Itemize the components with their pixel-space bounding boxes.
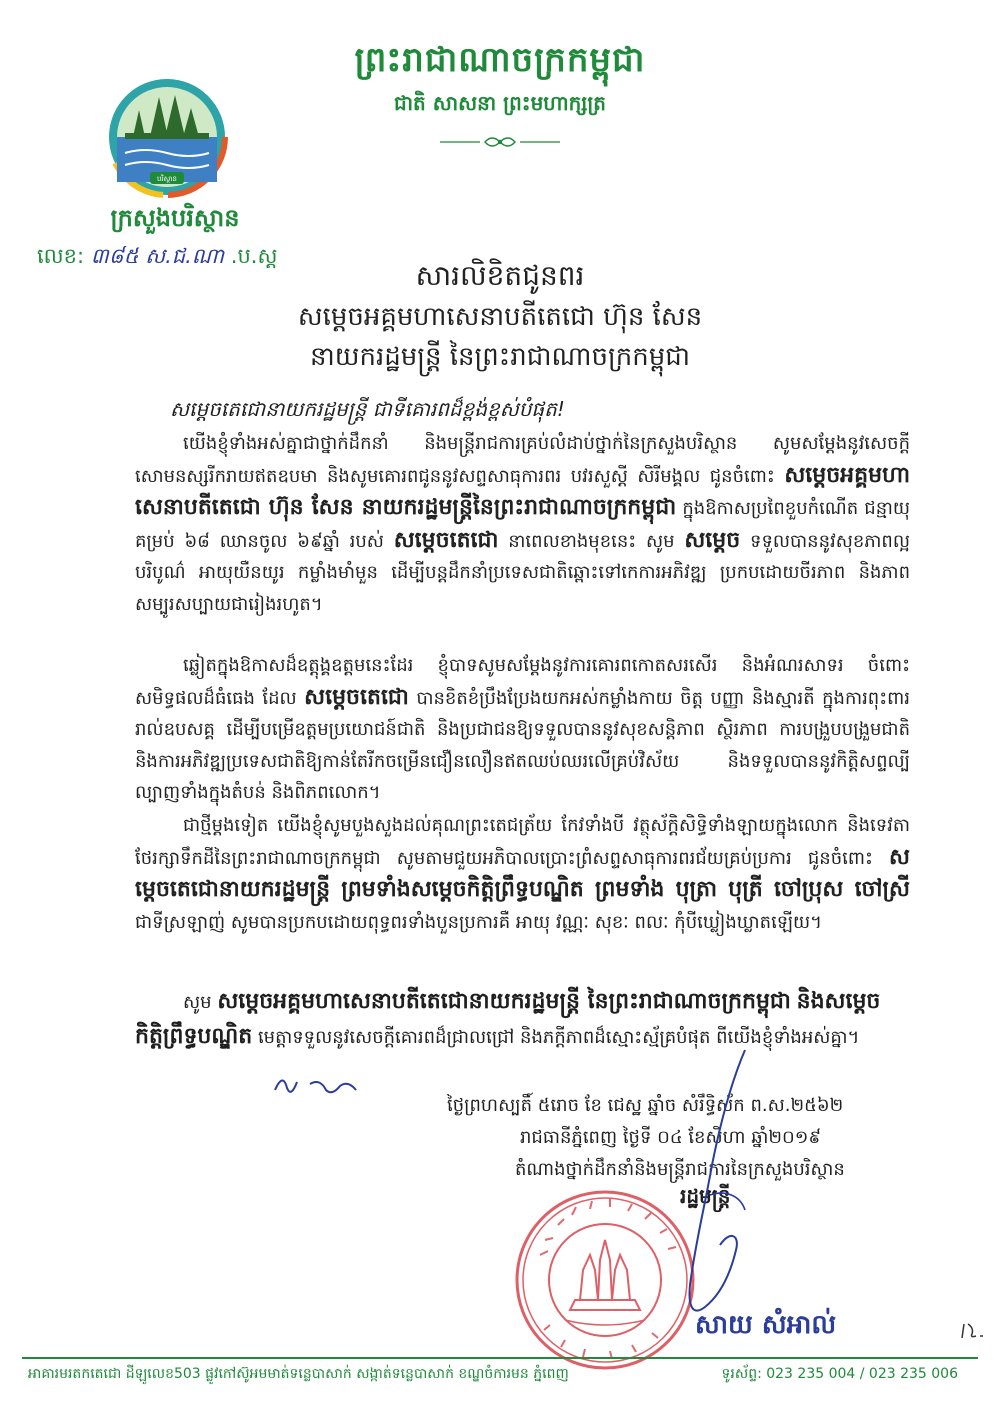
date-line: រាជធានីភ្នំពេញ ថ្ងៃទី ០៤ ខែសីហា ឆ្នាំ២០១៩ (520, 1127, 822, 1148)
on-behalf-line: តំណាងថ្នាក់ដឹកនាំនិងមន្ត្រីរាជការនៃក្រសួងបរិស្ថាន (515, 1159, 845, 1180)
paragraph-3 (135, 810, 910, 938)
national-motto: ជាតិ សាសនា ព្រះមហាក្សត្រ (394, 91, 606, 115)
footer-phone: ទូរស័ព្ទ: 023 235 004 / 023 235 006 (721, 1366, 958, 1382)
p1-bold-tejo: សម្តេចតេជោ (393, 527, 499, 553)
closing-text-a: សូម (183, 992, 212, 1013)
ornament-divider (440, 132, 560, 152)
p2-text-c: បានខិតខំប្រឹងប្រែងយកអស់កម្លាំងកាយ ចិត្ត បញ្ញា និងស្មារតី ក្នុងការពុះពាររាល់ឧបសគ្គ ដើម្បីបម្រើឧត្តមប្រយោជន៍ជាតិ និងប្រជាជនឱ្យទទួលបាននូវសុខសន្តិភាព ស្ថិរភាព ការបង្រួបបង្រួមជាតិ និងការអភិវឌ្ឍប្រទេសជាតិឱ្យកាន់តែរីកចម្រើនជឿនលឿនឥតឈប់ឈរលើគ្រប់វិស័យ និងទទួលបាននូវកិត្តិសព្ទល្បីល្បាញទាំងក្នុងតំបន់ និងពិភពលោក។ (135, 687, 910, 803)
reference-suffix: .ប.ស្ត (230, 244, 278, 268)
salutation: សម្តេចតេជោនាយករដ្ឋមន្ត្រី ជាទីគោរពដ៏ខ្ពង់ខ្ពស់បំផុត! (170, 397, 565, 421)
p1-text-c: ក្នុងឱកាសប្រពៃខួបកំណើត ជន្មាយុគម្រប់ ៦៨ ឈានចូល ៦៩ឆ្នាំ របស់ (135, 498, 911, 552)
letter-addressee: សម្តេចអគ្គមហាសេនាបតីតេជោ ហ៊ុន សែន (297, 302, 703, 332)
ministry-name: ក្រសួងបរិស្ថាន (110, 204, 240, 232)
initials-paraph (270, 1072, 390, 1098)
p1-text-e: នាពេលខាងមុខនេះ សូម (508, 530, 675, 552)
p3-text-a: ជាថ្មីម្តងទៀត យើងខ្ញុំសូមបួងសួងដល់គុណព្រះតេជត្រ័យ កែវទាំងបី វត្ថុស័ក្តិសិទ្ធិទាំងឡាយក្នុងលោក និងទេវតាថែរក្សាទឹកដីនៃព្រះរាជាណាចក្រកម្ពុជា សូមតាមជួយអភិបាលប្រោះព្រំសព្ទសាធុការពរជ័យគ្រប់ប្រការ ជូនចំពោះ (135, 815, 910, 869)
handwritten-signature (650, 1045, 770, 1345)
closing-paragraph (135, 985, 910, 1055)
reference-label: លេខ: (37, 244, 85, 268)
closing-bold-wife: និងសម្តេចកិត្តិព្រឹទ្ធបណ្ឌិត (135, 989, 881, 1049)
letter-addressee-title: នាយករដ្ឋមន្ត្រី នៃព្រះរាជាណាចក្រកម្ពុជា (310, 342, 690, 372)
signatory-name: សាយ សំអាល់ (695, 1310, 837, 1340)
paragraph-1 (135, 428, 910, 620)
p3-bold-family: សម្តេចតេជោនាយករដ្ឋមន្ត្រី ព្រមទាំងសម្តេចកិត្តិព្រឹទ្ធបណ្ឌិត ព្រមទាំង បុត្រា បុត្រី ចៅប្រុស ចៅស្រី (135, 844, 910, 902)
handwritten-mark (958, 1318, 988, 1342)
footer-address: អាគារមរតកតេជោ ដីឡូលេខ503 ផ្លូវកៅស៊ូអមមាត់ទន្លេបាសាក់ សង្កាត់ទន្លេបាសាក់ ខណ្ឌចំការមន ភ្នំពេញ (28, 1366, 569, 1382)
p3-text-c: ជាទីស្រឡាញ់ សូមបានប្រកបដោយពុទ្ធពរទាំងបួនប្រការគឺ អាយុ វណ្ណៈ សុខៈ ពលៈ កុំបីឃ្លៀងឃ្លាតឡើយ។ (135, 911, 823, 933)
closing-text-d: មេត្តាទទួលនូវសេចក្តីគោរពដ៏ជ្រាលជ្រៅ និងភក្តីភាពដ៏ស្មោះស្ម័គ្របំផុត ពីយើងខ្ញុំទាំងអស់គ្នា។ (257, 1027, 860, 1048)
p1-bold-samdech: សម្តេច (684, 527, 741, 553)
footer (28, 1364, 978, 1385)
closing-bold-pm: សម្តេចអគ្គមហាសេនាបតីតេជោនាយករដ្ឋមន្ត្រី នៃព្រះរាជាណាចក្រកម្ពុជា (217, 989, 791, 1014)
kingdom-title: ព្រះរាជាណាចក្រកម្ពុជា (354, 40, 646, 80)
p1-text-g: ទទួលបាននូវសុខភាពល្អបរិបូណ៌ អាយុយឺនយូរ កម្លាំងមាំមួន ដើម្បីបន្តដឹកនាំប្រទេសជាតិឆ្ពោះទៅកេការអភិវឌ្ឍ ប្រកបដោយចីរភាព និងភាពសម្បូរសប្បាយជារៀងរហូត។ (135, 530, 910, 615)
lunar-date: ថ្ងៃព្រហស្បតិ៍ ៥រោច ខែ ជេស្ឋ ឆ្នាំច សំរឹទ្ធិស័ក ព.ស.២៥៦២ (447, 1095, 844, 1116)
minister-title: រដ្ឋមន្ត្រី (680, 1184, 731, 1208)
logo-caption: បរិស្ថាន (157, 175, 177, 183)
p2-bold-tejo: សម្តេចតេជោ (304, 684, 409, 710)
letter-title: សារលិខិតជូនពរ (415, 259, 585, 292)
ministry-logo (105, 75, 230, 200)
reference-value: ៣៨៥ ស.ជ.ណា (90, 244, 225, 268)
p2-text-a: ឆ្លៀតក្នុងឱកាសដ៏ឧត្តុង្គឧត្តមនេះដែរ ខ្ញុំបាទសូមសម្តែងនូវការគោរពកោតសរសើរ និងអំណរសាទរ ចំពោះសមិទ្ធផលដ៏ធំធេង ដែល (135, 655, 910, 709)
p1-bold-name: សម្តេចអគ្គមហាសេនាបតីតេជោ ហ៊ុន សែន នាយករដ្ឋមន្ត្រីនៃព្រះរាជាណាចក្រកម្ពុជា (135, 462, 910, 520)
p1-text-a: យើងខ្ញុំទាំងអស់គ្នាជាថ្នាក់ដឹកនាំ និងមន្ត្រីរាជការគ្រប់លំដាប់ថ្នាក់នៃក្រសួងបរិស្ថាន សូមសម្តែងនូវសេចក្តីសោមនស្សរីករាយឥតឧបមា និងសូមគោរពជូននូវសព្ទសាធុការពរ បវរសួស្តី សិរីមង្គល ជូនចំពោះ (135, 433, 910, 487)
paragraph-2 (135, 650, 910, 809)
footer-divider (22, 1357, 978, 1359)
